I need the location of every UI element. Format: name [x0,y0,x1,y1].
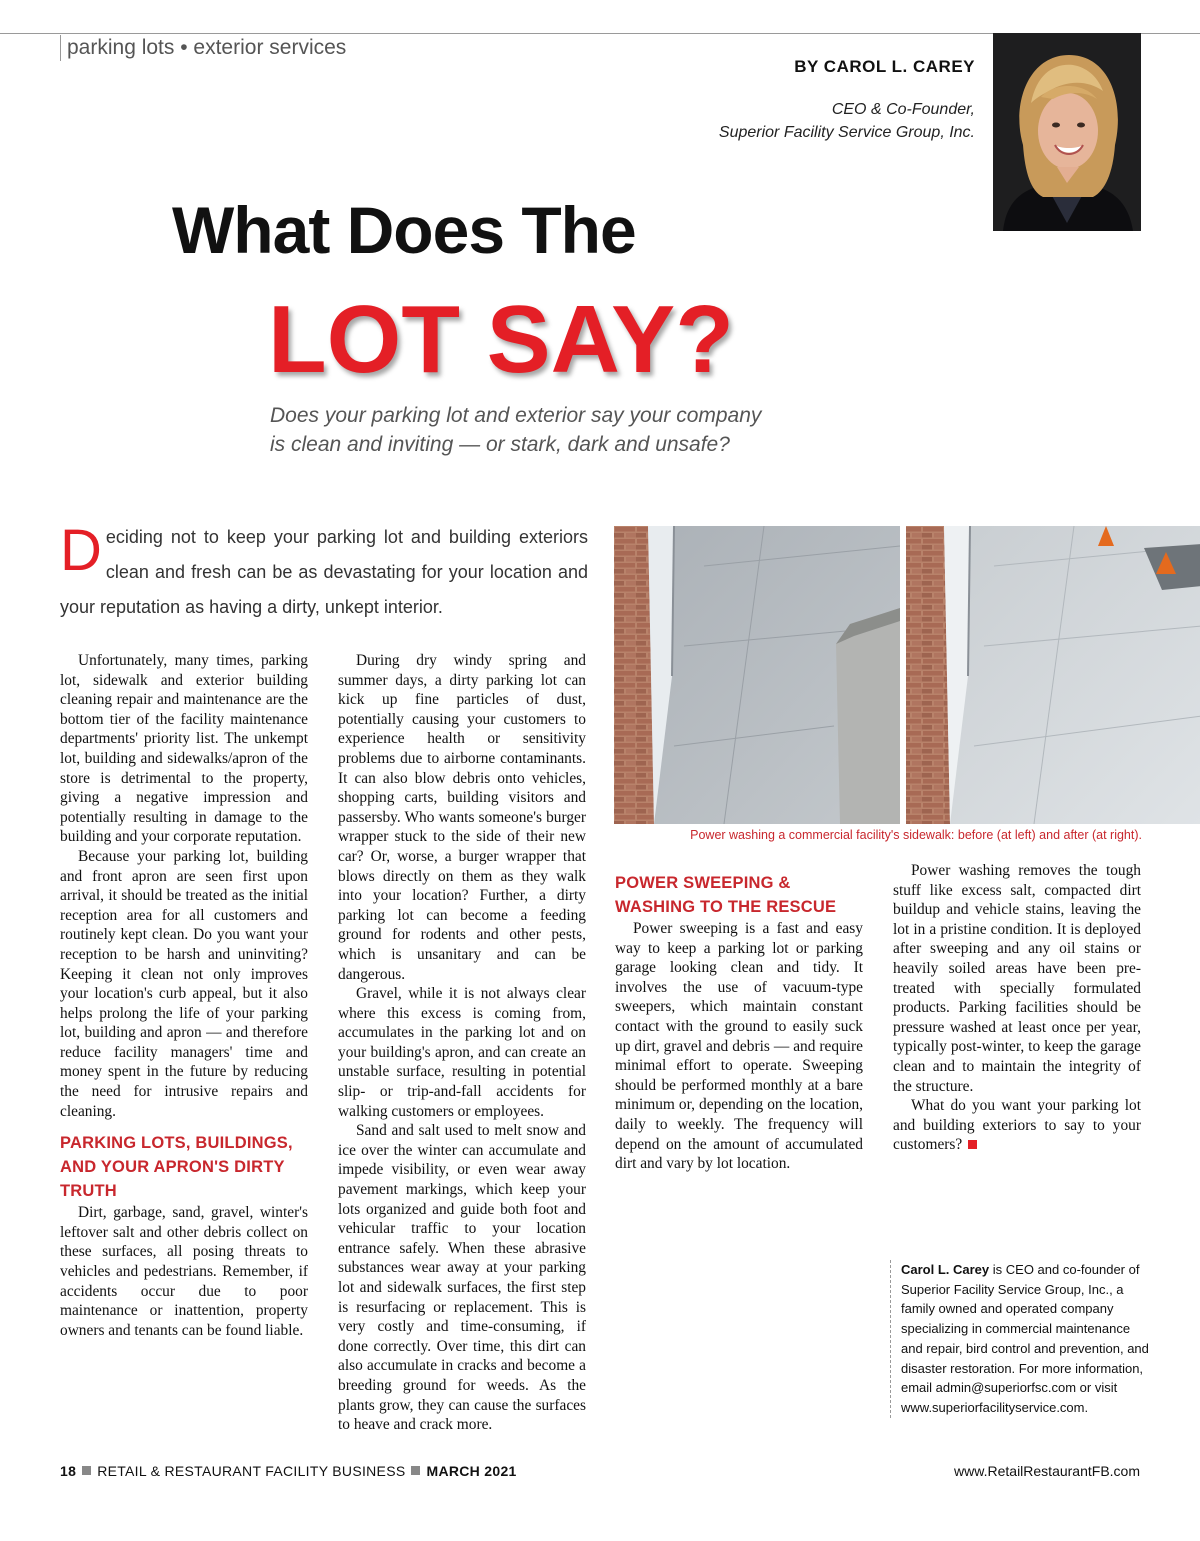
separator-square-icon [411,1466,420,1475]
column-2 [338,651,586,1435]
section-heading-2: POWER SWEEPING & WASHING TO THE RESCUE [615,874,837,916]
column-4 [893,861,1141,1155]
separator-square-icon [82,1466,91,1475]
closing-question: What do you want your parking lot and building exteriors to say to your customers? [893,1097,1141,1154]
author-photo [993,33,1141,231]
footer-left [60,1463,517,1479]
lead-text: eciding not to keep your parking lot and building exteriors clean and fresh can be as devastating for your location and your reputation as having a dirty, unkept interior. [60,527,588,617]
deck [270,401,910,459]
section-tag: parking lots • exterior services [60,35,346,61]
before-after-photos [614,526,1200,824]
lead-paragraph [60,520,588,625]
author-bio [890,1260,1153,1418]
body-paragraph-9 [893,1096,1141,1155]
headline-line2: LOT SAY? [268,286,734,393]
page-number: 18 [60,1463,77,1479]
body-paragraph-1: Unfortunately, many times, parking lot, sidewalk and exterior building cleaning repair and maintenance are the bottom tier of the facility maintenance departments' priority list. The unkempt lot, building and sidewalks/apron of the store is detrimental to the property, giving a negative impression and potentially resulting in damage to the building and your corporate reputation. [60,652,308,846]
column-1 [60,651,308,1340]
body-paragraph-5: Gravel, while it is not always clear where this excess is coming from, accumulates in the parking lot and on your building's apron, and can create an unstable surface, resulting in potential slip- or trip-and-fall accidents for walking customers or employees. [338,985,586,1120]
sidewalk-photo-image [614,526,1200,824]
body-paragraph-8: Power washing removes the tough stuff like excess salt, compacted dirt buildup and vehicle stains, leaving the lot in a pristine condition. It is deployed after sweeping and any oil stains or heavily soiled areas have been pre-treated with specially formulated products. Parking facilities should be pressure washed at least once per year, typically post-winter, to keep the garage clean and to maintain the integrity of the structure. [893,862,1141,1095]
bio-name: Carol L. Carey [901,1262,990,1277]
body-paragraph-3: Dirt, garbage, sand, gravel, winter's leftover salt and other debris collect on these surfaces, all posing threats to vehicles and pedestrians. Remember, if accidents occur due to poor maintenance or inattention, property owners and tenants can be found liable. [60,1204,308,1339]
drop-cap: D [60,518,102,583]
photo-caption: Power washing a commercial facility's sidewalk: before (at left) and after (at right). [690,828,1142,842]
author-title [719,98,975,144]
deck-line2: is clean and inviting — or stark, dark and unsafe? [270,433,730,456]
headline-line1: What Does The [172,193,636,267]
bio-text: is CEO and co-founder of Superior Facility Service Group, Inc., a family owned and operated company specializing in commercial maintenance and repair, bird control and prevention, and disaster restoration. For more information, email admin@superiorfsc.com or visit www.superiorfacilityservice.com. [901,1262,1149,1415]
issue-date: MARCH 2021 [426,1463,517,1479]
body-paragraph-4: During dry windy spring and summer days, a dirty parking lot can kick up fine particles of dust, potentially causing your customers to experience health or sensitivity problems due to airborne contaminants. It can also blow debris onto vehicles, shopping carts, building visitors and passersby. Who wants someone's burger wrapper stuck to the side of their new car? Or, worse, a burger wrapper that blows directly on them as they walk into your location? Further, a dirty parking lot can become a feeding ground for rodents and other pests, which is unsanitary and can be dangerous. [338,652,586,983]
body-paragraph-6: Sand and salt used to melt snow and ice over the winter can accumulate and impede visibility, or even wear away pavement markings, which keep your lots organized and guide both foot and vehicular traffic to your location entrance safely. When these abrasive substances wear away at your parking lot and sidewalk surfaces, the first step is resurfacing or replacement. This is very costly and time-consuming, if done correctly. Over time, this dirt can also accumulate in cracks and become a breeding ground for weeds. As the plants grow, they can cause the surfaces to heave and crack more. [338,1122,586,1434]
byline: BY CAROL L. CAREY [794,57,975,76]
deck-line1: Does your parking lot and exterior say your company [270,404,762,427]
author-title-line2: Superior Facility Service Group, Inc. [718,124,975,141]
body-paragraph-7: Power sweeping is a fast and easy way to keep a parking lot or parking garage looking clean and tidy. It involves the use of vacuum-type sweepers, which maintain constant contact with the ground to easily suck up dirt, gravel and debris — and require minimal effort to operate. Sweeping should be performed monthly at a bare minimum or, depending on the location, daily to weekly. The frequency will depend on the amount of accumulated dirt and vary by lot location. [615,920,863,1173]
author-title-line1: CEO & Co-Founder, [831,101,975,118]
publication-name: RETAIL & RESTAURANT FACILITY BUSINESS [97,1463,406,1479]
author-portrait-image [993,33,1141,231]
end-mark-icon [968,1140,977,1149]
footer-website: www.RetailRestaurantFB.com [954,1463,1140,1479]
body-paragraph-2: Because your parking lot, building and front apron are seen first upon arrival, it should be treated as the initial reception area for all customers and routinely kept clean. Do you want your reception to be harsh and uninviting? Keeping it clean not only improves your location's curb appeal, but it also helps prolong the life of your parking lot, building and apron — and therefore reduce facility managers' time and money spent in the future by reducing the need for intrusive repairs and cleaning. [60,847,308,1120]
column-3 [615,861,863,1174]
section-heading-1: PARKING LOTS, BUILDINGS, AND YOUR APRON'S DIRTY TRUTH [60,1134,293,1201]
